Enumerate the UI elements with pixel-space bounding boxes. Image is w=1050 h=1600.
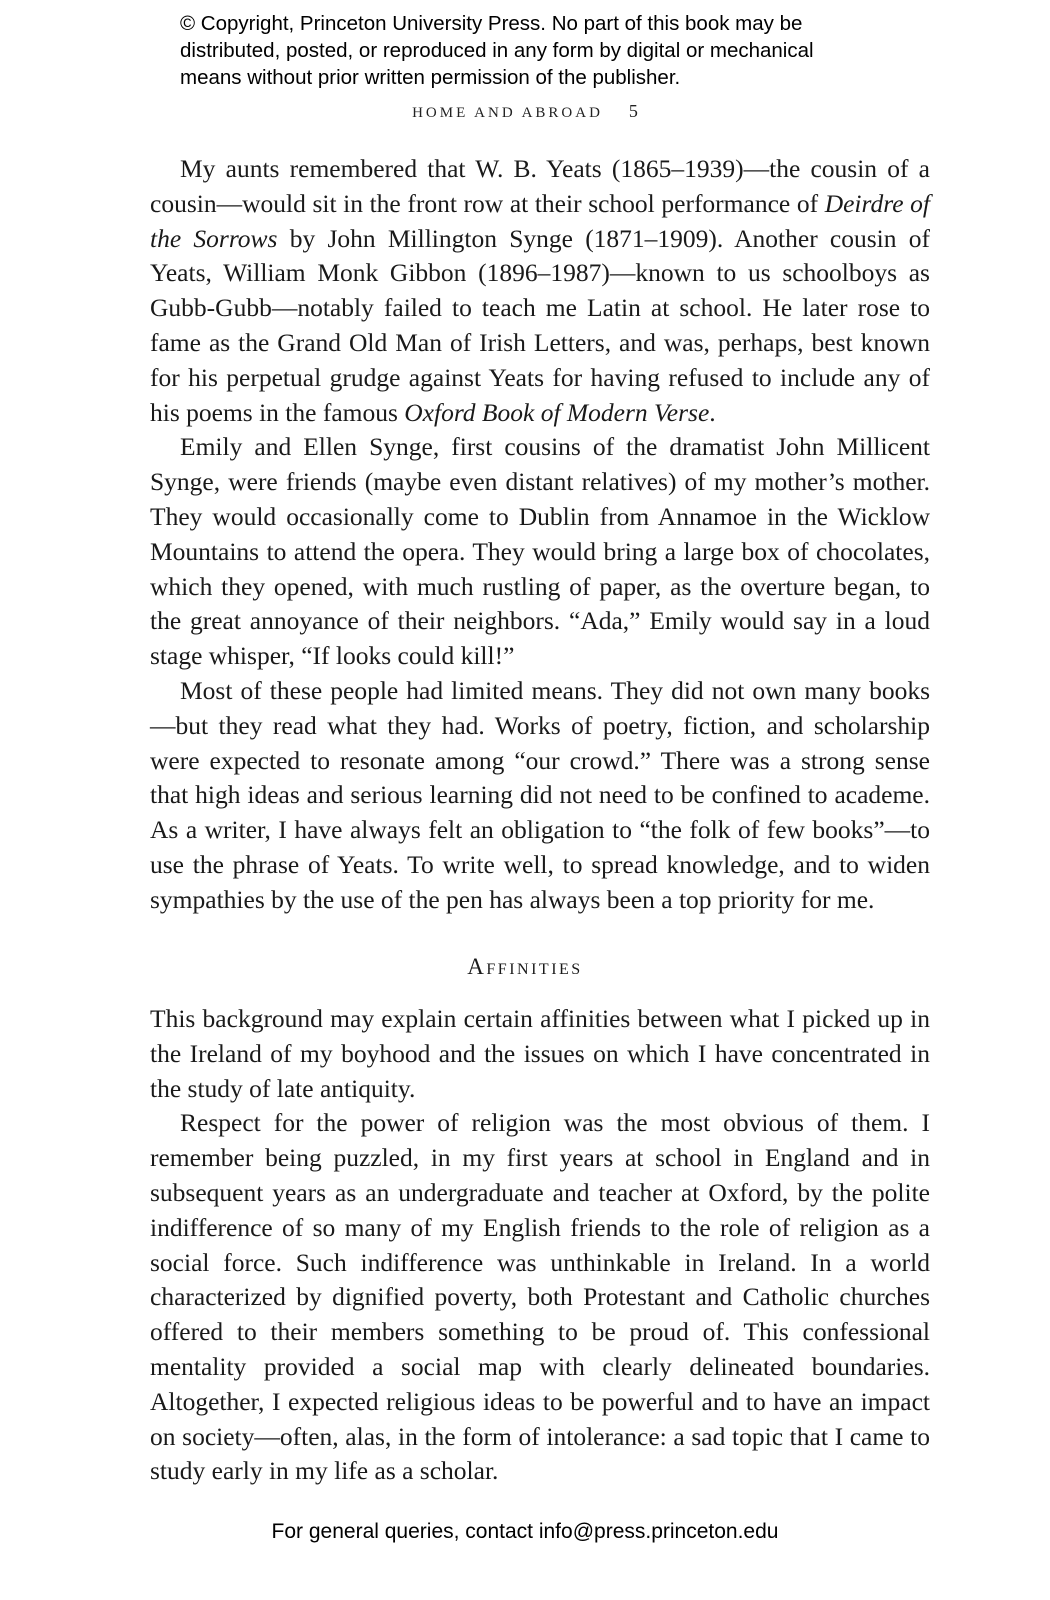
footer-contact: For general queries, contact info@press.princeton.edu <box>271 1520 779 1543</box>
paragraph-text: by John Millington Synge (1871–1909). Another cousin of Yeats, William Monk Gibbon (1896–1987)—known to us schoolboys as Gubb-Gubb—notably failed to teach me Latin at school. He later rose to fame as the Grand Old Man of Irish Letters, and was, perhaps, best known for his perpetual grudge against Yeats for having refused to include any of his poems in the famous <box>150 223 930 427</box>
body-text-top <box>150 152 930 918</box>
page-number: 5 <box>628 101 638 121</box>
body-text-bottom <box>150 1002 930 1489</box>
copyright-line: distributed, posted, or reproduced in any form by digital or mechanical <box>180 39 814 62</box>
paragraph-limited-means: Most of these people had limited means. They did not own many books—but they read what they had. Works of poetry, fiction, and scholarship were expected to resonate among “our crowd.” There was a strong sense that high ideas and serious learning did not need to be confined to academe. As a writer, I have always felt an obligation to “the folk of few books”—to use the phrase of Yeats. To write well, to spread knowledge, and to widen sympathies by the use of the pen has always been a top priority for me. <box>150 675 930 914</box>
paragraph-background: This background may explain certain affinities between what I picked up in the Ireland of my boyhood and the issues on which I have concentrated in the study of late antiquity. <box>150 1004 930 1103</box>
book-title: Deirdre of the Sorrows <box>150 188 930 253</box>
paragraph-yeats <box>150 152 930 430</box>
book-title: Oxford Book of Modern Verse <box>404 397 710 427</box>
copyright-line: means without prior written permission of the publisher. <box>180 66 681 89</box>
paragraph-synge-sisters: Emily and Ellen Synge, first cousins of the dramatist John Millicent Synge, were friends (maybe even distant relatives) of my mother’s mother. They would occasionally come to Dublin from Annamoe in the Wicklow Mountains to attend the opera. They would bring a large box of chocolates, which they opened, with much rustling of paper, as the overture began, to the great annoyance of their neighbors. “Ada,” Emily would say in a loud stage whisper, “If looks could kill!” <box>150 432 930 671</box>
copyright-notice <box>180 10 940 91</box>
paragraph-religion: Respect for the power of religion was the most obvious of them. I remember being puzzled, in my first years at school in England and in subsequent years as an undergraduate and teacher at Oxford, by the polite indifference of so many of my English friends to the role of religion as a social force. Such indifference was unthinkable in Ireland. In a world characterized by dignified poverty, both Protestant and Catholic churches offered to their members something to be proud of. This confessional mentality provided a social map with clearly delineated boundaries. Altogether, I expected religious ideas to be powerful and to have an impact on society—often, alas, in the form of intolerance: a sad topic that I came to study early in my life as a scholar. <box>150 1108 930 1486</box>
paragraph-text: . <box>709 397 716 427</box>
section-heading: Affinities <box>467 954 583 979</box>
copyright-line: © Copyright, Princeton University Press. No part of this book may be <box>180 12 803 35</box>
paragraph-text: My aunts remembered that W. B. Yeats (1865–1939)—the cousin of a cousin—would sit in the front row at their school performance of <box>150 154 930 218</box>
running-head-title: HOME AND ABROAD <box>412 105 603 121</box>
running-head <box>0 101 1050 122</box>
